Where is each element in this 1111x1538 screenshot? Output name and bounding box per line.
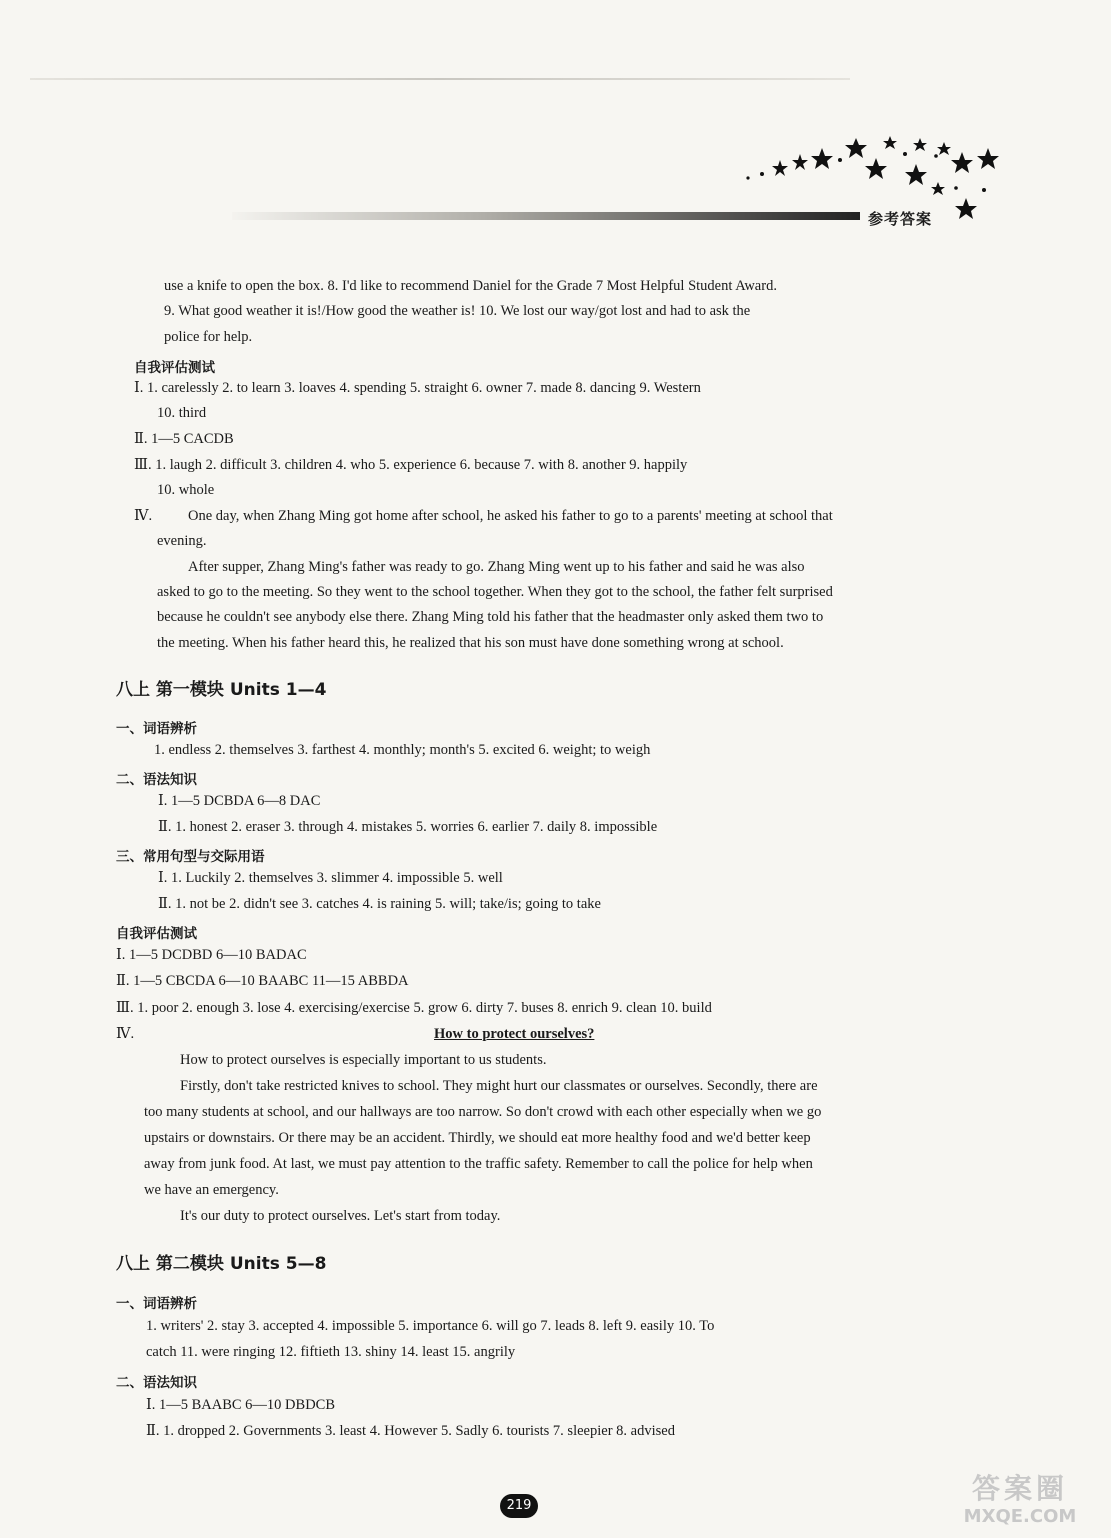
watermark-url: MXQE.COM (963, 1506, 1077, 1527)
essay-title: How to protect ourselves? (434, 1026, 595, 1042)
answer-line: Ⅲ. 1. poor 2. enough 3. lose 4. exercising/exercise 5. grow 6. dirty 7. buses 8. enrich 9. clean 10. build (116, 1000, 712, 1016)
essay-line: How to protect ourselves is especially important to us students. (180, 1052, 547, 1068)
top-edge-line (30, 78, 850, 80)
answer-line: Ⅰ. 1. Luckily 2. themselves 3. slimmer 4. impossible 5. well (158, 870, 503, 886)
essay-line: evening. (157, 533, 207, 549)
essay-line: One day, when Zhang Ming got home after school, he asked his father to go to a parents' meeting at school that (188, 508, 833, 524)
answer-line: 10. third (157, 405, 207, 421)
essay-line: away from junk food. At last, we must pay attention to the traffic safety. Remember to call the police for help when (144, 1156, 813, 1172)
answer-line: catch 11. were ringing 12. fiftieth 13. shiny 14. least 15. angrily (146, 1344, 516, 1360)
section-heading: 二、语法知识 (116, 772, 197, 788)
essay-line: we have an emergency. (144, 1182, 279, 1198)
answer-line: Ⅰ. 1—5 DCBDA 6—8 DAC (158, 793, 321, 809)
watermark (930, 1472, 1110, 1534)
essay-line: It's our duty to protect ourselves. Let's start from today. (180, 1208, 501, 1224)
watermark-logo: 答案圈 (971, 1472, 1068, 1505)
answer-line: Ⅳ. (134, 508, 153, 524)
answer-line: Ⅳ. (116, 1026, 135, 1042)
answer-line: Ⅰ. 1—5 DCDBD 6—10 BADAC (116, 947, 307, 963)
essay-line: upstairs or downstairs. Or there may be an accident. Thirdly, we should eat more healthy food and we'd better keep (144, 1130, 811, 1146)
essay-line: the meeting. When his father heard this, he realized that his son must have done something wrong at school. (157, 635, 784, 651)
essay-line: asked to go to the meeting. So they went to the school together. When they got to the school, the father felt surprised (157, 584, 833, 600)
essay-line: too many students at school, and our hallways are too narrow. So don't crowd with each other especially when we go (144, 1104, 822, 1120)
answer-line: Ⅱ. 1—5 CBCDA 6—10 BAABC 11—15 ABBDA (116, 973, 409, 989)
section-heading: 二、语法知识 (116, 1375, 197, 1391)
text-line: 9. What good weather it is!/How good the weather is! 10. We lost our way/got lost and had to ask the (164, 303, 751, 319)
essay-line: After supper, Zhang Ming's father was ready to go. Zhang Ming went up to his father and said he was also (188, 559, 805, 575)
header-label: 参考答案 (868, 210, 933, 228)
header-rule (232, 212, 860, 220)
text-line: use a knife to open the box. 8. I'd like to recommend Daniel for the Grade 7 Most Helpful Student Award. (164, 278, 777, 294)
answer-line: 1. writers' 2. stay 3. accepted 4. impossible 5. importance 6. will go 7. leads 8. left 9. easily 10. To (146, 1318, 715, 1334)
section-heading: 一、词语辨析 (116, 721, 197, 737)
essay-line: because he couldn't see anybody else there. Zhang Ming told his father that the headmaster only asked them two to (157, 609, 824, 625)
answer-line: 1. endless 2. themselves 3. farthest 4. monthly; month's 5. excited 6. weight; to weigh (154, 742, 651, 758)
section-heading: 三、常用句型与交际用语 (116, 849, 265, 865)
text-line: police for help. (164, 329, 253, 345)
answer-line: Ⅱ. 1. not be 2. didn't see 3. catches 4. is raining 5. will; take/is; going to take (158, 896, 601, 912)
answer-line: 10. whole (157, 482, 215, 498)
module-heading: 八上 第二模块 Units 5—8 (116, 1254, 327, 1274)
answer-line: Ⅱ. 1. dropped 2. Governments 3. least 4. However 5. Sadly 6. tourists 7. sleepier 8. advised (146, 1423, 675, 1439)
essay-line: Firstly, don't take restricted knives to school. They might hurt our classmates or ourselves. Secondly, there are (180, 1078, 818, 1094)
page-number: 219 (500, 1494, 538, 1518)
section-heading: 自我评估测试 (134, 360, 215, 376)
answer-line: Ⅱ. 1. honest 2. eraser 3. through 4. mistakes 5. worries 6. earlier 7. daily 8. impossible (158, 819, 658, 835)
section-heading: 自我评估测试 (116, 926, 197, 942)
answer-line: Ⅲ. 1. laugh 2. difficult 3. children 4. who 5. experience 6. because 7. with 8. another 9. happily (134, 457, 688, 473)
answer-line: Ⅰ. 1—5 BAABC 6—10 DBDCB (146, 1397, 336, 1413)
answer-line: Ⅱ. 1—5 CACDB (134, 431, 234, 447)
section-heading: 一、词语辨析 (116, 1296, 197, 1312)
module-heading: 八上 第一模块 Units 1—4 (116, 680, 327, 700)
answer-line: Ⅰ. 1. carelessly 2. to learn 3. loaves 4. spending 5. straight 6. owner 7. made 8. dancing 9. Western (134, 380, 701, 396)
